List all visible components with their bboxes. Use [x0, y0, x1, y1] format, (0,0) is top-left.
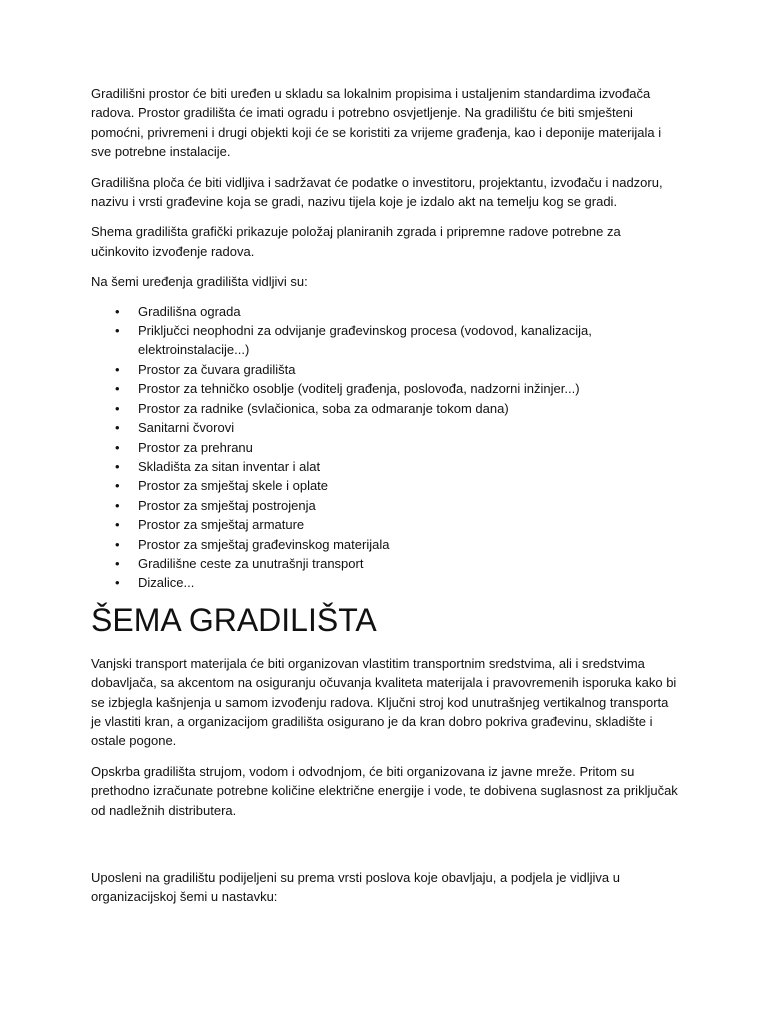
section-heading: ŠEMA GRADILIŠTA: [91, 601, 377, 638]
paragraph-transport: Vanjski transport materijala će biti organizovan vlastitim transportnim sredstvima, ali i sredstvima dobavljača, sa akcentom na osiguranju očuvanja kvaliteta materijala i pravovremenih isporuka kako bi se izbjegla kašnjenja u samom izvođenju radova. Ključni stroj kod unutrašnjeg vertikalnog transporta je vlastiti kran, a organizacijom gradilišta osigurano je da kran dobro pokriva građevinu, skladište i ostale pogone.: [91, 655, 677, 749]
list-item: • Prostor za smještaj armature: [91, 515, 681, 534]
bullet-icon: •: [115, 458, 120, 474]
list-item: • Prostor za smještaj skele i oplate: [91, 476, 681, 495]
list-item: • Prostor za tehničko osoblje (voditelj građenja, poslovođa, nadzorni inžinjer...): [91, 379, 681, 398]
bullet-icon: •: [115, 361, 120, 377]
bullet-icon: •: [115, 303, 120, 319]
bullet-icon: •: [115, 400, 120, 416]
paragraph-site-layout: Gradilišni prostor će biti uređen u skladu sa lokalnim propisima i ustaljenim standardima izvođača radova. Prostor gradilišta će imati ogradu i potrebno osvjetljenje. Na gradilištu će biti smješteni pomoćni, privremeni i drugi objekti koji će se koristiti za vrijeme građenja, kao i deponije materijala i sve potrebne instalacije.: [91, 86, 662, 160]
list-item: • Prostor za smještaj postrojenja: [91, 496, 681, 515]
bullet-icon: •: [115, 517, 120, 533]
list-item: • Gradilišne ceste za unutrašnji transport: [91, 554, 681, 573]
list-item: • Prostor za čuvara gradilišta: [91, 360, 681, 379]
document-page: [91, 84, 681, 907]
bullet-icon: •: [115, 323, 120, 339]
bullet-icon: •: [115, 478, 120, 494]
paragraph-site-board: Gradilišna ploča će biti vidljiva i sadržavat će podatke o investitoru, projektantu, izvođaču i nadzoru, nazivu i vrsti građevine koja se gradi, nazivu tijela koje je izdalo akt na temelju kog se gradi.: [91, 174, 663, 210]
list-item: • Sanitarni čvorovi: [91, 418, 681, 437]
bullet-icon: •: [115, 555, 120, 571]
bullet-icon: •: [115, 536, 120, 552]
paragraph-site-scheme: Shema gradilišta grafički prikazuje položaj planiranih zgrada i pripremne radove potrebne za učinkovito izvođenje radova.: [91, 224, 621, 259]
site-elements-list: [91, 302, 681, 593]
list-item: • Gradilišna ograda: [91, 302, 681, 321]
bullet-icon: •: [115, 575, 120, 591]
list-item: • Prostor za smještaj građevinskog materijala: [91, 535, 681, 554]
list-item: • Prostor za prehranu: [91, 438, 681, 457]
list-item: • Skladišta za sitan inventar i alat: [91, 457, 681, 476]
paragraph-employees: Uposleni na gradilištu podijeljeni su prema vrsti poslova koje obavljaju, a podjela je vidljiva u organizacijskoj šemi u nastavku:: [91, 870, 620, 905]
list-item: • Priključci neophodni za odvijanje građevinskog procesa (vodovod, kanalizacija, elektroinstalacije...): [115, 323, 592, 358]
bullet-icon: •: [115, 439, 120, 455]
paragraph-list-intro: Na šemi uređenja gradilišta vidljivi su:: [91, 274, 308, 290]
list-item: • Prostor za radnike (svlačionica, soba za odmaranje tokom dana): [91, 399, 681, 418]
paragraph-utilities: Opskrba gradilišta strujom, vodom i odvodnjom, će biti organizovana iz javne mreže. Pritom su prethodno izračunate potrebne količine električne energije i vode, te dobivena suglasnost za priključak od nadležnih distributera.: [91, 763, 678, 818]
list-item: • Dizalice...: [91, 573, 681, 592]
bullet-icon: •: [115, 497, 120, 513]
bullet-icon: •: [115, 381, 120, 397]
bullet-icon: •: [115, 420, 120, 436]
